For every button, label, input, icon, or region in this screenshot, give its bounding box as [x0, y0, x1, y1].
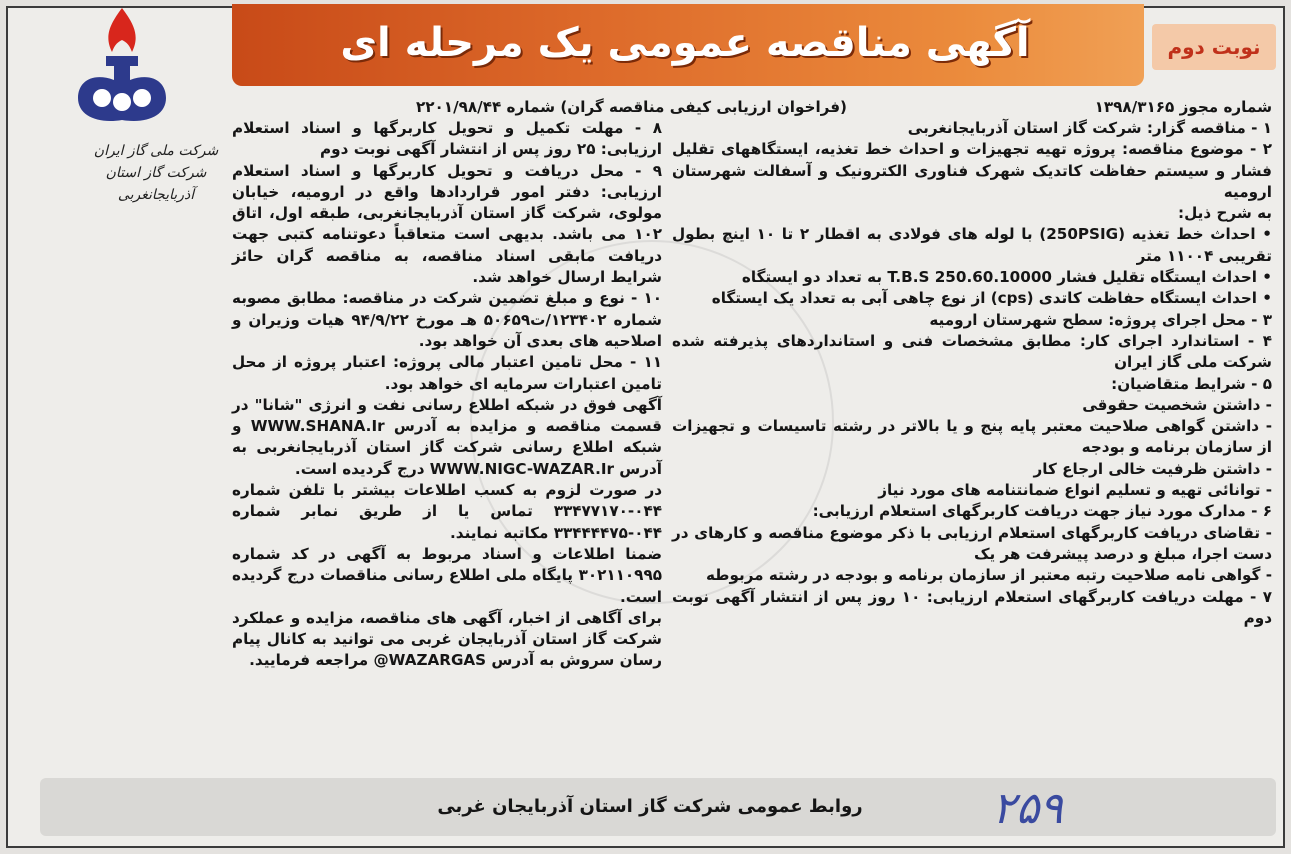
portal-note: ضمنا اطلاعات و اسناد مربوط به آگهی در کد شماره ۳۰۲۱۱۰۹۹۵ پایگاه ملی اطلاع رسانی مناقصات درج گردیده است. [232, 544, 662, 606]
publication-note: آگهی فوق در شبکه اطلاع رسانی نفت و انرژی "شانا" در قسمت مناقصه و مزایده به آدرس WWW.SHANA.Ir و شبکه اطلاع رسانی شرکت گاز استان آذربایجانغربی به آدرس WWW.NIGC-WAZAR.Ir درج گردیده است. [232, 395, 662, 478]
clause-2: ۲ - موضوع مناقصه: پروژه تهیه تجهیزات و احداث خط تغذیه، ایستگاههای تقلیل فشار و سیستم حفاظت کاتدیک شهرک فناوری الکترونیک و آسفالت شهرستان ارومیه [672, 140, 1272, 201]
clause-9: ۹ - محل دریافت و تحویل کاربرگها و اسناد استعلام ارزیابی: دفتر امور قراردادها واقع در ارومیه، خیابان مولوی، شرکت گاز استان آذربایجانغربی، طبقه اول، اتاق ۱۰۲ می باشد. بدیهی است متعاقباً دعوتنامه کتبی جهت دریافت مابقی اسناد مناقصه، به مناقصه گران حائز شرایط ارسال خواهد شد. [232, 161, 662, 287]
clause-10: ۱۰ - نوع و مبلغ تضمین شرکت در مناقصه: مطابق مصوبه شماره ۱۲۳۴۰۲/ت۵۰۶۵۹ هـ مورخ ۹۴/۹/۲۲ هیات وزیران و اصلاحیه های بعدی آن خواهد بود. [232, 289, 662, 350]
company-logo [20, 0, 225, 210]
public-relations-label: روابط عمومی شرکت گاز استان آذربایجان غربی [437, 796, 863, 817]
channel-note: برای آگاهی از اخبار، آگهی های مناقصه، مزایده و عملکرد شرکت گاز استان آذربایجان غربی می توانید به کانال پیام رسان سروش به آدرس WAZARGAS@ مراجعه فرمایید. [232, 608, 662, 670]
clause-7: ۷ - مهلت دریافت کاربرگهای استعلام ارزیابی: ۱۰ روز پس از انتشار آگهی نوبت دوم [672, 587, 1273, 627]
clause-6: ۶ - مدارک مورد نیاز جهت دریافت کاربرگهای استعلام ارزیابی: [812, 502, 1272, 521]
company-name [76, 140, 236, 206]
bullet-cathodic-station: • احداث ایستگاه حفاظت کاتدی (cps) از نوع چاهی آبی به تعداد یک ایستگاه [711, 289, 1272, 308]
document-request: - تقاضای دریافت کاربرگهای استعلام ارزیابی با ذکر موضوع مناقصه و کارهای در دست اجرا، مبلغ و درصد پیشرفت هر یک [672, 523, 1272, 563]
requirement-capacity: - داشتن ظرفیت خالی ارجاع کار [1033, 459, 1272, 478]
company-name-line1: شرکت ملی گاز ایران [93, 143, 219, 159]
notice-title: آگهی مناقصه عمومی یک مرحله ای [340, 20, 1030, 66]
call-number: (فراخوان ارزیابی کیفی مناقصه گران) شماره ۲۲۰۱/۹۸/۴۴ [415, 98, 847, 116]
right-column [672, 118, 1272, 629]
bullet-feed-line: • احداث خط تغذیه (250PSIG) با لوله های فولادی به اقطار ۲ تا ۱۰ اینچ بطول تقریبی ۱۱۰۰۴ متر [672, 225, 1272, 265]
round-badge: نوبت دوم [1152, 24, 1276, 70]
left-column [232, 118, 662, 672]
requirement-certificate: - داشتن گواهی صلاحیت معتبر پایه پنج و یا بالاتر در رشته تاسیسات و تجهیزات از سازمان برنامه و بودجه [672, 417, 1272, 457]
permit-number: شماره مجوز ۱۳۹۸/۳۱۶۵ [1094, 98, 1272, 116]
clause-8: ۸ - مهلت تکمیل و تحویل کاربرگها و اسناد استعلام ارزیابی: ۲۵ روز پس از انتشار آگهی نوبت دوم [232, 119, 662, 159]
clause-3: ۳ - محل اجرای پروژه: سطح شهرستان ارومیه [929, 310, 1272, 329]
company-name-line2: شرکت گاز استان آذربایجانغربی [105, 165, 207, 203]
requirement-legal: - داشتن شخصیت حقوقی [1082, 395, 1272, 414]
clause-2-intro: به شرح ذیل: [1178, 204, 1272, 223]
clause-4: ۴ - استاندارد اجرای کار: مطابق مشخصات فنی و استانداردهای پذیرفته شده شرکت ملی گاز ایران [672, 331, 1272, 372]
contact-note: در صورت لزوم به کسب اطلاعات بیشتر با تلفن شماره ۰۴۴-۳۳۴۷۷۱۷۰ تماس یا از طریق نمابر شماره ۰۴۴-۳۳۴۴۴۴۷۵ مکاتبه نمایند. [232, 481, 662, 542]
requirement-guarantee: - توانائی تهیه و تسلیم انواع ضمانتنامه های مورد نیاز [878, 481, 1272, 500]
clause-1: ۱ - مناقصه گزار: شرکت گاز استان آذربایجانغربی [907, 119, 1272, 137]
reference-row [232, 96, 1272, 118]
bullet-reduction-station: • احداث ایستگاه تقلیل فشار T.B.S 250.60.10000 به تعداد دو ایستگاه [741, 268, 1272, 287]
clause-11: ۱۱ - محل تامین اعتبار مالی پروژه: اعتبار پروژه از محل تامین اعتبارات سرمایه ای خواهد بود. [232, 353, 662, 393]
clause-5: ۵ - شرایط متقاضیان: [1111, 374, 1272, 393]
document-rank: - گواهی نامه صلاحیت رتبه معتبر از سازمان برنامه و بودجه در رشته مربوطه [705, 566, 1272, 585]
gas-company-logo-icon [52, 0, 192, 140]
handwritten-number: ۲۵۹ [992, 783, 1063, 834]
